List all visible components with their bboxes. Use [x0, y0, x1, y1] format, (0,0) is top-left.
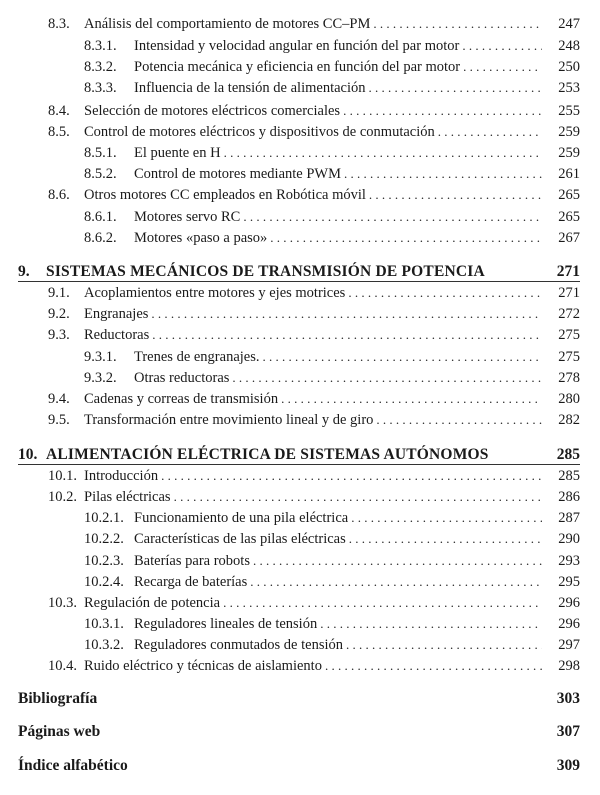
- toc-entry[interactable]: [0, 143, 600, 163]
- entry-title: Potencia mecánica y eficiencia en función del par motor: [134, 57, 463, 77]
- chapter-entry[interactable]: [0, 445, 600, 465]
- entry-title: Otras reductoras: [134, 368, 232, 388]
- entry-title: Control de motores mediante PWM: [134, 164, 344, 184]
- entry-number: 9.3.2.: [84, 370, 117, 386]
- entry-page-number: 290: [558, 531, 580, 547]
- entry-number: 8.3.2.: [84, 59, 117, 75]
- entry-title: Regulación de potencia: [84, 593, 223, 613]
- dot-leader: [250, 572, 542, 592]
- toc-entry[interactable]: [0, 101, 600, 121]
- toc-entry[interactable]: [0, 14, 600, 34]
- dot-leader: [369, 185, 542, 205]
- chapter-underline: [18, 281, 580, 282]
- entry-number: 9.3.: [48, 327, 70, 343]
- entry-title: Reductoras: [84, 325, 152, 345]
- backmatter-entry[interactable]: [0, 689, 600, 709]
- entry-number: 8.3.: [48, 16, 70, 32]
- entry-title: Pilas eléctricas: [84, 487, 174, 507]
- entry-number: 8.5.1.: [84, 145, 117, 161]
- entry-page-number: 295: [558, 574, 580, 590]
- backmatter-entry[interactable]: [0, 722, 600, 742]
- entry-number: 8.3.1.: [84, 38, 117, 54]
- entry-number: 10.4.: [48, 658, 77, 674]
- entry-title: Trenes de engranajes.: [134, 347, 263, 367]
- entry-number: 10.3.: [48, 595, 77, 611]
- toc-entry[interactable]: [0, 325, 600, 345]
- entry-number: 8.5.: [48, 124, 70, 140]
- dot-leader: [161, 466, 542, 486]
- entry-page-number: 272: [558, 306, 580, 322]
- entry-title: Páginas web: [18, 722, 103, 742]
- entry-page-number: 248: [558, 38, 580, 54]
- entry-number: 10.2.3.: [84, 553, 124, 569]
- dot-leader: [348, 283, 542, 303]
- toc-entry[interactable]: [0, 283, 600, 303]
- dot-leader: [253, 551, 542, 571]
- dot-leader: [369, 78, 542, 98]
- entry-number: 8.3.3.: [84, 80, 117, 96]
- entry-number: 8.6.: [48, 187, 70, 203]
- entry-number: 10.3.2.: [84, 637, 124, 653]
- entry-page-number: 255: [558, 103, 580, 119]
- entry-page-number: 286: [558, 489, 580, 505]
- entry-number: 9.: [18, 263, 30, 280]
- backmatter-entry[interactable]: [0, 756, 600, 776]
- entry-title: Otros motores CC empleados en Robótica móvil: [84, 185, 369, 205]
- dot-leader: [349, 529, 542, 549]
- entry-title: Características de las pilas eléctricas: [134, 529, 349, 549]
- dot-leader: [223, 593, 542, 613]
- toc-entry[interactable]: [0, 347, 600, 367]
- dot-leader: [438, 122, 542, 142]
- toc-entry[interactable]: [0, 508, 600, 528]
- dot-leader: [152, 325, 542, 345]
- chapter-underline: [18, 464, 580, 465]
- entry-page-number: 275: [558, 327, 580, 343]
- toc-entry[interactable]: [0, 551, 600, 571]
- entry-title: Engranajes: [84, 304, 151, 324]
- entry-number: 10.2.1.: [84, 510, 124, 526]
- entry-page-number: 253: [558, 80, 580, 96]
- entry-number: 9.4.: [48, 391, 70, 407]
- entry-title: Baterías para robots: [134, 551, 253, 571]
- entry-title: Recarga de baterías: [134, 572, 250, 592]
- dot-leader: [151, 304, 542, 324]
- toc-entry[interactable]: [0, 572, 600, 592]
- toc-entry[interactable]: [0, 635, 600, 655]
- entry-page-number: 271: [556, 263, 580, 280]
- toc-entry[interactable]: [0, 466, 600, 486]
- entry-page-number: 261: [558, 166, 580, 182]
- entry-number: 8.6.2.: [84, 230, 117, 246]
- entry-page-number: 247: [558, 16, 580, 32]
- dot-leader: [351, 508, 542, 528]
- dot-leader: [376, 410, 542, 430]
- entry-page-number: 259: [558, 124, 580, 140]
- entry-page-number: 259: [558, 145, 580, 161]
- entry-page-number: 287: [558, 510, 580, 526]
- entry-title: Selección de motores eléctricos comerciales: [84, 101, 343, 121]
- dot-leader: [174, 487, 542, 507]
- entry-page-number: 278: [558, 370, 580, 386]
- entry-title: Control de motores eléctricos y dispositivos de conmutación: [84, 122, 438, 142]
- dot-leader: [263, 347, 543, 367]
- entry-number: 8.4.: [48, 103, 70, 119]
- dot-leader: [343, 101, 542, 121]
- entry-page-number: 271: [558, 285, 580, 301]
- entry-title: Acoplamientos entre motores y ejes motrices: [84, 283, 348, 303]
- entry-page-number: 282: [558, 412, 580, 428]
- entry-page-number: 285: [558, 468, 580, 484]
- dot-leader: [270, 228, 542, 248]
- entry-title: Bibliografía: [18, 689, 100, 709]
- dot-leader: [346, 635, 542, 655]
- dot-leader: [344, 164, 542, 184]
- entry-title: Introducción: [84, 466, 161, 486]
- entry-page-number: 309: [556, 757, 580, 774]
- entry-page-number: 265: [558, 187, 580, 203]
- entry-page-number: 293: [558, 553, 580, 569]
- entry-page-number: 298: [558, 658, 580, 674]
- entry-page-number: 297: [558, 637, 580, 653]
- dot-leader: [463, 57, 542, 77]
- toc-entry[interactable]: [0, 410, 600, 430]
- dot-leader: [281, 389, 542, 409]
- toc-entry[interactable]: [0, 36, 600, 56]
- dot-leader: [320, 614, 542, 634]
- entry-number: 9.5.: [48, 412, 70, 428]
- entry-page-number: 280: [558, 391, 580, 407]
- entry-number: 10.2.2.: [84, 531, 124, 547]
- entry-title: Análisis del comportamiento de motores CC–PM: [84, 14, 373, 34]
- entry-title: Índice alfabético: [18, 756, 131, 776]
- entry-title: ALIMENTACIÓN ELÉCTRICA DE SISTEMAS AUTÓNOMOS: [46, 445, 492, 465]
- entry-title: Motores servo RC: [134, 207, 243, 227]
- entry-page-number: 267: [558, 230, 580, 246]
- entry-number: 8.5.2.: [84, 166, 117, 182]
- entry-title: Intensidad y velocidad angular en función del par motor: [134, 36, 462, 56]
- entry-title: Transformación entre movimiento lineal y de giro: [84, 410, 376, 430]
- toc-entry[interactable]: [0, 78, 600, 98]
- entry-title: Influencia de la tensión de alimentación: [134, 78, 369, 98]
- entry-number: 10.2.4.: [84, 574, 124, 590]
- chapter-entry[interactable]: [0, 262, 600, 282]
- toc-entry[interactable]: [0, 656, 600, 676]
- toc-entry[interactable]: [0, 593, 600, 613]
- toc-entry[interactable]: [0, 368, 600, 388]
- toc-entry[interactable]: [0, 487, 600, 507]
- dot-leader: [243, 207, 542, 227]
- entry-title: Motores «paso a paso»: [134, 228, 270, 248]
- entry-title: Reguladores lineales de tensión: [134, 614, 320, 634]
- entry-page-number: 250: [558, 59, 580, 75]
- entry-page-number: 307: [556, 723, 580, 740]
- entry-title: Ruido eléctrico y técnicas de aislamiento: [84, 656, 325, 676]
- toc-entry[interactable]: [0, 389, 600, 409]
- toc-entry[interactable]: [0, 207, 600, 227]
- entry-number: 9.1.: [48, 285, 70, 301]
- entry-number: 10.2.: [48, 489, 77, 505]
- toc-entry[interactable]: [0, 57, 600, 77]
- toc-entry[interactable]: [0, 164, 600, 184]
- entry-number: 8.6.1.: [84, 209, 117, 225]
- toc-entry[interactable]: [0, 228, 600, 248]
- entry-title: El puente en H: [134, 143, 224, 163]
- toc-entry[interactable]: [0, 185, 600, 205]
- toc-entry[interactable]: [0, 304, 600, 324]
- entry-page-number: 265: [558, 209, 580, 225]
- entry-title: SISTEMAS MECÁNICOS DE TRANSMISIÓN DE POTENCIA: [46, 262, 488, 282]
- entry-page-number: 296: [558, 616, 580, 632]
- entry-number: 10.: [18, 446, 38, 463]
- entry-number: 9.2.: [48, 306, 70, 322]
- entry-page-number: 275: [558, 349, 580, 365]
- dot-leader: [325, 656, 542, 676]
- entry-number: 10.1.: [48, 468, 77, 484]
- dot-leader: [462, 36, 542, 56]
- entry-title: Cadenas y correas de transmisión: [84, 389, 281, 409]
- entry-title: Funcionamiento de una pila eléctrica: [134, 508, 351, 528]
- toc-entry[interactable]: [0, 529, 600, 549]
- toc-entry[interactable]: [0, 122, 600, 142]
- entry-page-number: 303: [556, 690, 580, 707]
- dot-leader: [232, 368, 542, 388]
- entry-page-number: 296: [558, 595, 580, 611]
- entry-number: 9.3.1.: [84, 349, 117, 365]
- entry-number: 10.3.1.: [84, 616, 124, 632]
- toc-entry[interactable]: [0, 614, 600, 634]
- entry-title: Reguladores conmutados de tensión: [134, 635, 346, 655]
- dot-leader: [224, 143, 542, 163]
- dot-leader: [373, 14, 542, 34]
- entry-page-number: 285: [556, 446, 580, 463]
